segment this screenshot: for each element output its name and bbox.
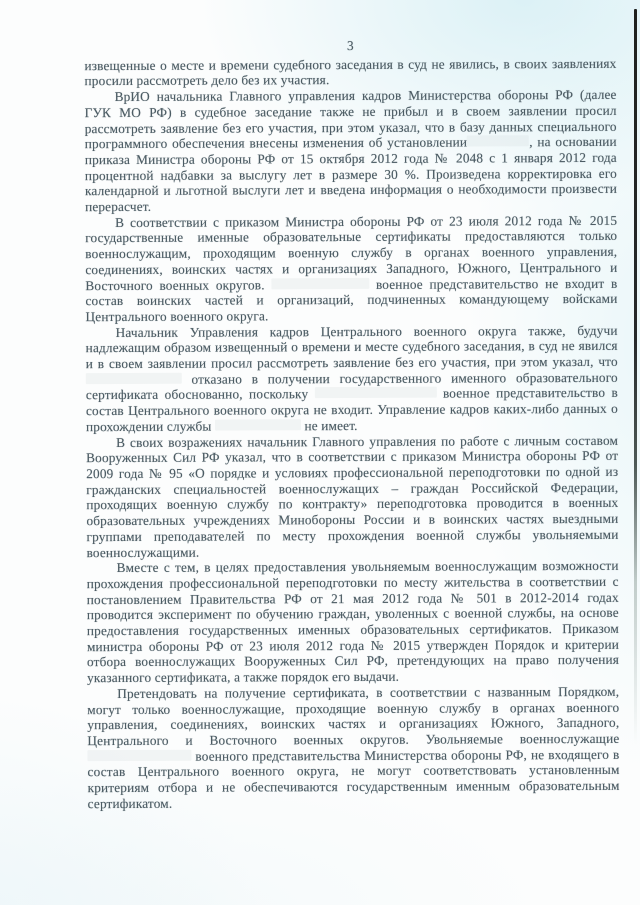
paragraph (86, 432, 619, 560)
text-segment: военного представительства Министерства обороны РФ, не входящего в состав Центрального военного округа, не могут соответствовать установленным критериям отбора и не обеспечиваются государственным именным образовательным сертификатом. (87, 746, 620, 811)
text-segment: военное представительство в состав Центрального военного округа не входит. Управление кадров каких-либо данных о прохождении службы (85, 385, 618, 435)
paragraph (84, 56, 616, 90)
text-segment: Начальник Управления кадров Центрального военного округа также, будучи надлежащим образом извещенный о времени и месте судебного заседания, в суд не явился и в своем заявлении просил рассмотреть заявление без его участия, при этом указал, что (85, 322, 618, 372)
redaction-gap (86, 373, 182, 384)
text-segment: не имеет. (304, 417, 358, 434)
text-segment: В своих возражениях начальник Главного управления по работе с личным составом Вооруженных Сил РФ указал, что в соответствии с приказом Министра обороны РФ от 2009 года № 95 «О порядке и условиях профессиональной переподготовки по одной из гражданских специальностей военнослужащих – граждан Российской Федерации, проходящих военную службу по контракту» переподготовка проводится в военных образовательных учреждениях Минобороны России и в воинских частях выездными группами преподавателей по месту прохождения военной службы увольняемыми военнослужащими. (86, 432, 619, 560)
redaction-gap (215, 419, 301, 430)
paragraph (87, 558, 620, 686)
redaction-gap (271, 277, 369, 288)
text-segment: Претендовать на получение сертификата, в соответствии с названным Порядком, могут только военнослужащие, проходящие военную службу в органах военного управления, соединениях, воинских частях и организациях Южного, Западного, Центрального и Восточного военных округов. Увольняемые военнослужащие (87, 683, 620, 749)
text-segment: извещенные о месте и времени судебного заседания в суд не явились, в своих заявлениях просили рассмотреть дело без их участия. (84, 55, 617, 89)
paragraph (85, 213, 617, 325)
paragraph (87, 684, 620, 812)
text-segment: , на основании приказа Министра обороны РФ от 15 октября 2012 года № 2048 с 1 января 2012 года процентной надбавки за выслугу лет в размере 30 %. Произведена корректировка его календарной и льготной выслуги лет и введена информация о необходимости произвести перерасчет. (84, 134, 618, 215)
text-segment: отказано в получении государственного именного образовательного сертификата обоснованно, поскольку (85, 369, 618, 403)
page-number: 3 (346, 37, 354, 54)
paragraph (85, 87, 618, 215)
document-body (84, 37, 619, 812)
redaction-gap (87, 749, 191, 760)
text-segment: ВрИО начальника Главного управления кадров Министерства обороны РФ (далее ГУК МО РФ) в судебное заседание также не прибыл и в своем заявлении просил рассмотреть заявление без его участия, при этом указал, что в базу данных специального программного обеспечения внесены изменения об установлении (84, 86, 617, 152)
text-segment: Вместе с тем, в целях предоставления увольняемым военнослужащим возможности прохождения профессиональной переподготовки по месту жительства в соответствии с постановлением Правительства РФ от 21 мая 2012 года № 501 в 2012-2014 годах проводится эксперимент по обучению граждан, уволенных с военной службы, на основе предоставления государственных именных образовательных сертификатов. Приказом министра обороны РФ от 23 июля 2012 года № 2015 утвержден Порядок и критерии отбора военнослужащих Вооруженных Сил РФ, претендующих на право получения указанного сертификата, а также порядок его выдачи. (86, 558, 620, 686)
scanner-edge-line (634, 9, 637, 744)
text-segment: военное представительство не входит в состав воинских частей и организаций, подчиненных командующему войсками Центрального военного округа. (85, 275, 618, 325)
redaction-gap (315, 387, 437, 399)
paragraph (86, 322, 618, 434)
text-segment: В соответствии с приказом Министра обороны РФ от 23 июля 2012 года № 2015 государственные именные образовательные сертификаты предоставляются только военнослужащим, проходящим военную службу в органах военного управления, соединениях, воинских частях и организациях Западного, Южного, Центрального и Восточного военных округов. (85, 212, 618, 293)
redaction-gap (467, 135, 529, 146)
